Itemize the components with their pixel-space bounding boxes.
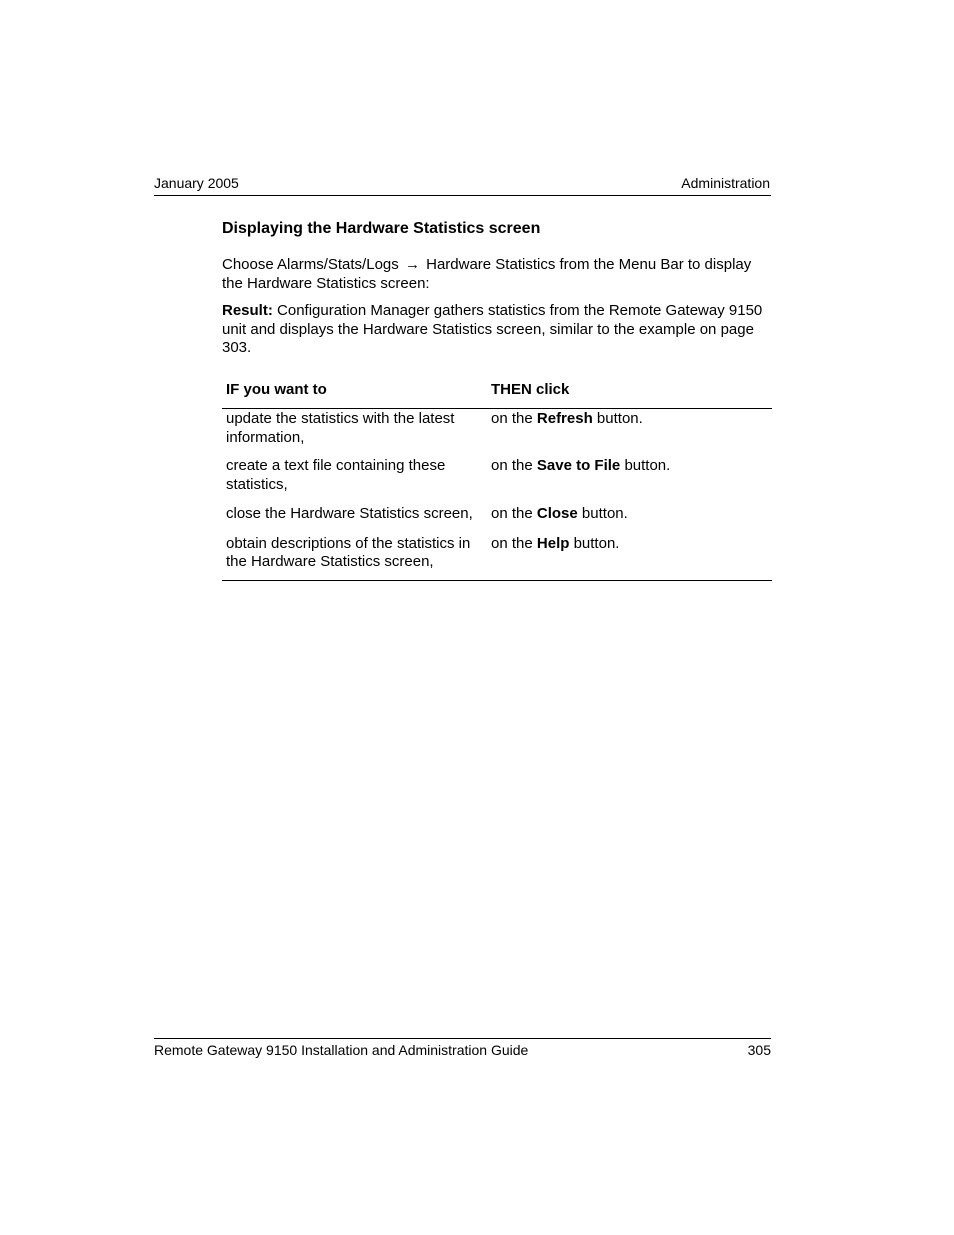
then-suffix: button. <box>624 457 671 474</box>
main-content <box>222 219 772 581</box>
result-paragraph <box>222 302 772 358</box>
then-suffix: button. <box>573 534 620 552</box>
then-prefix: on the <box>491 457 533 474</box>
arrow-icon: → <box>404 256 420 273</box>
table-header-then: THEN click <box>487 375 772 409</box>
intro-before-arrow: Choose Alarms/Stats/Logs <box>222 256 399 273</box>
table-cell-if: create a text file containing these statistics, <box>226 457 446 493</box>
then-prefix: on the <box>491 534 533 552</box>
section-title: Displaying the Hardware Statistics screen <box>222 220 541 237</box>
table-cell-then <box>487 409 772 458</box>
table-cell-if: obtain descriptions of the statistics in the Hardware Statistics screen, <box>222 535 487 581</box>
button-name: Close <box>536 505 578 522</box>
if-then-table <box>222 375 772 581</box>
table-cell-if: update the statistics with the latest information, <box>226 410 455 446</box>
table-cell-then <box>487 505 772 535</box>
page-header <box>154 175 771 196</box>
table-row <box>222 457 772 505</box>
footer-title: Remote Gateway 9150 Installation and Administration Guide <box>154 1042 529 1058</box>
header-section: Administration <box>681 175 770 191</box>
table-cell-then <box>487 535 772 581</box>
then-suffix: button. <box>581 505 628 522</box>
button-name: Save to File <box>536 457 621 474</box>
page-footer <box>154 1038 771 1062</box>
table-cell-if: close the Hardware Statistics screen, <box>226 505 473 522</box>
button-name: Help <box>536 534 570 552</box>
table-header-if: IF you want to <box>222 375 487 409</box>
table-row <box>222 409 772 458</box>
result-label: Result: <box>222 302 273 319</box>
intro-after-arrow: Hardware Statistics from the Menu Bar to display the Hardware Statistics screen: <box>222 256 752 292</box>
table-row <box>222 535 772 581</box>
button-name: Refresh <box>536 410 593 427</box>
then-prefix: on the <box>491 410 533 427</box>
intro-paragraph <box>222 256 772 293</box>
result-text: Configuration Manager gathers statistics from the Remote Gateway 9150 unit and displays the Hardware Statistics screen, similar to the example on page 303. <box>222 302 763 356</box>
then-prefix: on the <box>491 505 533 522</box>
page-number: 305 <box>747 1042 771 1058</box>
header-date: January 2005 <box>154 175 239 191</box>
table-cell-then <box>487 457 772 505</box>
table-row <box>222 505 772 535</box>
table-header-row <box>222 375 772 409</box>
then-suffix: button. <box>596 410 643 427</box>
